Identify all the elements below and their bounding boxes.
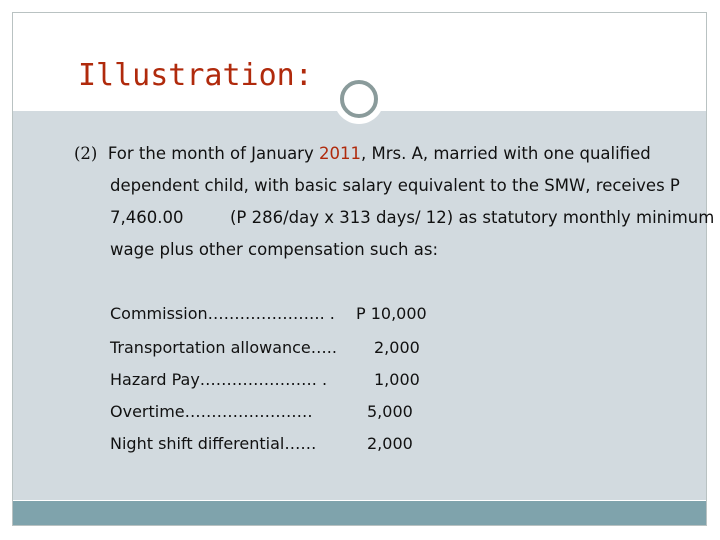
paragraph-line-1: [74, 144, 651, 163]
decorative-circle-icon: [340, 80, 378, 118]
compensation-label: Night shift differential……: [110, 434, 317, 453]
line3-rest: (P 286/day x 313 days/ 12) as statutory monthly minimum: [229, 208, 715, 227]
compensation-label: Hazard Pay…………………. .: [110, 370, 328, 389]
line1-text: For the month of January: [107, 144, 314, 163]
bottom-bar: [13, 501, 706, 525]
paragraph-line-2: dependent child, with basic salary equivalent to the SMW, receives P: [110, 176, 680, 195]
compensation-item: [110, 338, 420, 357]
compensation-label: Transportation allowance…..: [110, 338, 337, 357]
line1-rest: , Mrs. A, married with one qualified: [360, 144, 651, 163]
compensation-item: [110, 434, 413, 453]
compensation-item: [110, 402, 413, 421]
paragraph-line-4: wage plus other compensation such as:: [110, 240, 439, 259]
paragraph-line-3: [110, 208, 714, 227]
compensation-amount: 1,000: [374, 370, 420, 389]
compensation-label: Commission…………………. .: [110, 304, 335, 323]
compensation-amount: P 10,000: [356, 304, 427, 323]
item-number: (2): [74, 144, 98, 163]
compensation-item: [110, 304, 427, 323]
compensation-amount: 2,000: [374, 338, 420, 357]
slide-title: Illustration:: [78, 58, 313, 93]
compensation-amount: 2,000: [367, 434, 413, 453]
compensation-amount: 5,000: [367, 402, 413, 421]
compensation-item: [110, 370, 420, 389]
compensation-label: Overtime……………………: [110, 402, 313, 421]
year-highlight: 2011: [318, 144, 361, 163]
salary-amount: 7,460.00: [110, 208, 184, 227]
